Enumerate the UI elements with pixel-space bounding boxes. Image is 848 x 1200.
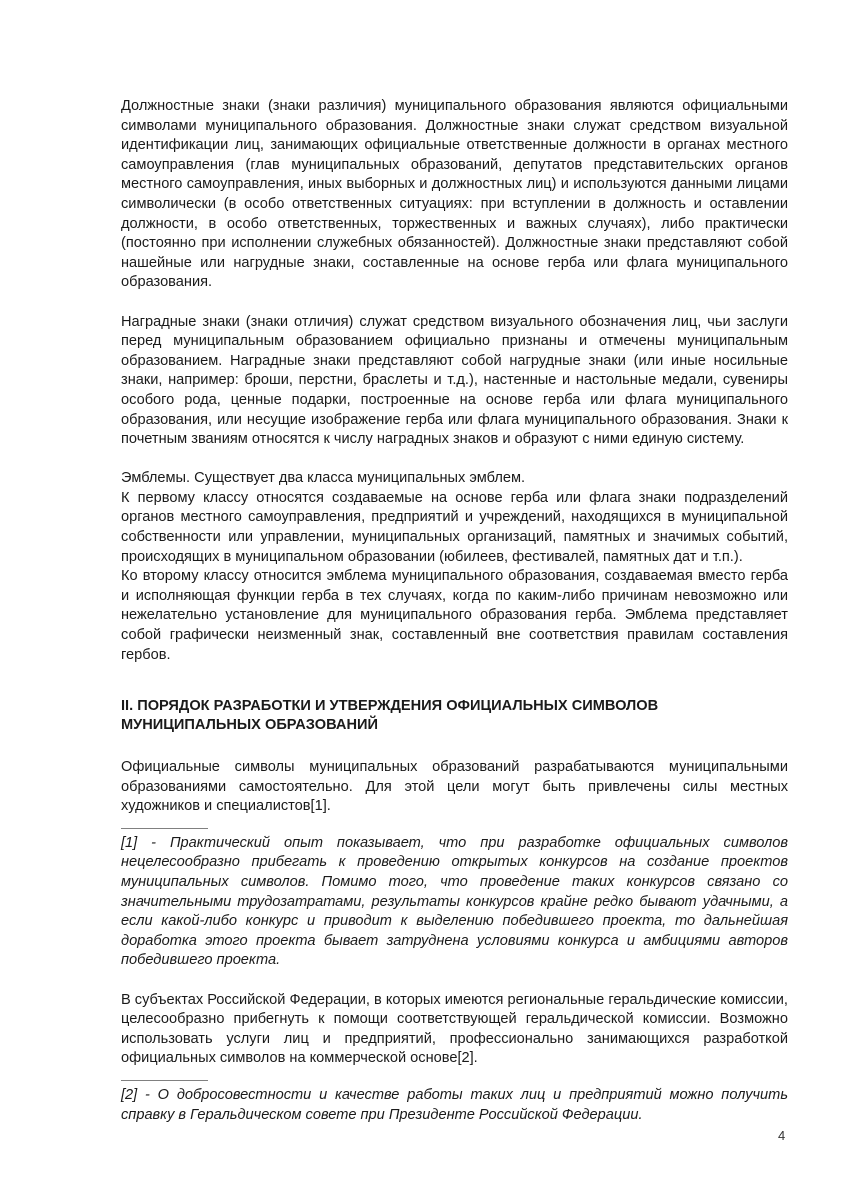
spacer [121,736,788,758]
spacer [121,1069,788,1080]
spacer [121,685,788,697]
footnote-separator [121,1080,208,1081]
paragraph-development: Официальные символы муниципальных образований разрабатываются муниципальными образованиями самостоятельно. Для этой цели могут быть привлечены силы местных художников и специалистов[1]. [121,759,788,815]
page-number: 4 [778,1128,786,1143]
paragraph-award-insignia: Наградные знаки (знаки отличия) служат средством визуального обозначения лиц, чьи заслуги перед муниципальным образованием официально признаны и отмечены муниципальным образованием. Наградные знаки представляют собой нагрудные знаки (или иные носильные знаки, например: броши, перстни, браслеты и т.д.), настенные и настольные медали, сувениры особого рода, ценные подарки, построенные на основе герба или флага муниципального образования, или несущие изображение герба или флага муниципального образования. Знаки к почетным званиям относятся к числу наградных знаков и образуют с ними единую систему. [121,313,788,448]
footnote-2: [2] - О добросовестности и качестве работы таких лиц и предприятий можно получить справку в Геральдическом совете при Президенте Российской Федерации. [121,1086,788,1123]
spacer [121,971,788,991]
spacer [121,817,788,828]
footnote-1: [1] - Практический опыт показывает, что при разработке официальных символов нецелесообразно прибегать к проведению открытых конкурсов на создание проектов муниципальных символов. Помимо того, что проведение таких конкурсов связано со значительными трудозатратами, результаты конкурсов крайне редко бывают удачными, а если какой-либо конкурс и приводит к выделению победившего проекта, то дальнейшая доработка этого проекта бывает затруднена условиями конкурса и амбициями авторов победившего проекта. [121,834,788,969]
paragraph-emblems-intro: Эмблемы. Существует два класса муниципальных эмблем. [121,470,526,487]
spacer [121,665,788,685]
paragraph-emblems-first-class: К первому классу относятся создаваемые на основе герба или флага знаки подразделений органов местного самоуправления, предприятий и учреждений, находящихся в муниципальной собственности или управлении, муниципальных организаций, памятных и значимых событий, происходящих в муниципальном образовании (юбилеев, фестивалей, памятных дат и т.п.). [121,489,788,565]
spacer [121,293,788,313]
paragraph-emblems-second-class: Ко второму классу относится эмблема муниципального образования, создаваемая вместо герба и исполняющая функции герба в тех случаях, когда по каким-либо причинам невозможно или нежелательно установление для муниципального образования герба. Эмблема представляет собой графически неизменный знак, составленный вне соответствия правилам составления гербов. [121,568,788,663]
spacer [121,450,788,470]
section-heading: II. ПОРЯДОК РАЗРАБОТКИ И УТВЕРЖДЕНИЯ ОФИЦИАЛЬНЫХ СИМВОЛОВ МУНИЦИПАЛЬНЫХ ОБРАЗОВАНИЙ [121,697,659,734]
document-page [121,97,788,1125]
paragraph-heraldic-commissions: В субъектах Российской Федерации, в которых имеются региональные геральдические комиссии, целесообразно прибегнуть к помощи соответствующей геральдической комиссии. Возможно использовать услуги лиц и предприятий, профессионально занимающихся разработкой официальных символов на коммерческой основе[2]. [121,991,788,1067]
paragraph-official-insignia: Должностные знаки (знаки различия) муниципального образования являются официальными символами муниципального образования. Должностные знаки служат средством визуальной идентификации лиц, занимающих официальные ответственные должности в органах местного самоуправления (глав муниципальных образований, депутатов представительских органов местного самоуправления, иных выборных и должностных лиц) и используются данными лицами символически (в особо ответственных ситуациях: при вступлении в должность и оставлении должности, в особо ответственных, торжественных и важных случаях), либо практически (постоянно при исполнении служебных обязанностей). Должностные знаки представляют собой нашейные или нагрудные знаки, составленные на основе герба или флага муниципального образования. [121,98,788,291]
footnote-separator [121,828,208,829]
